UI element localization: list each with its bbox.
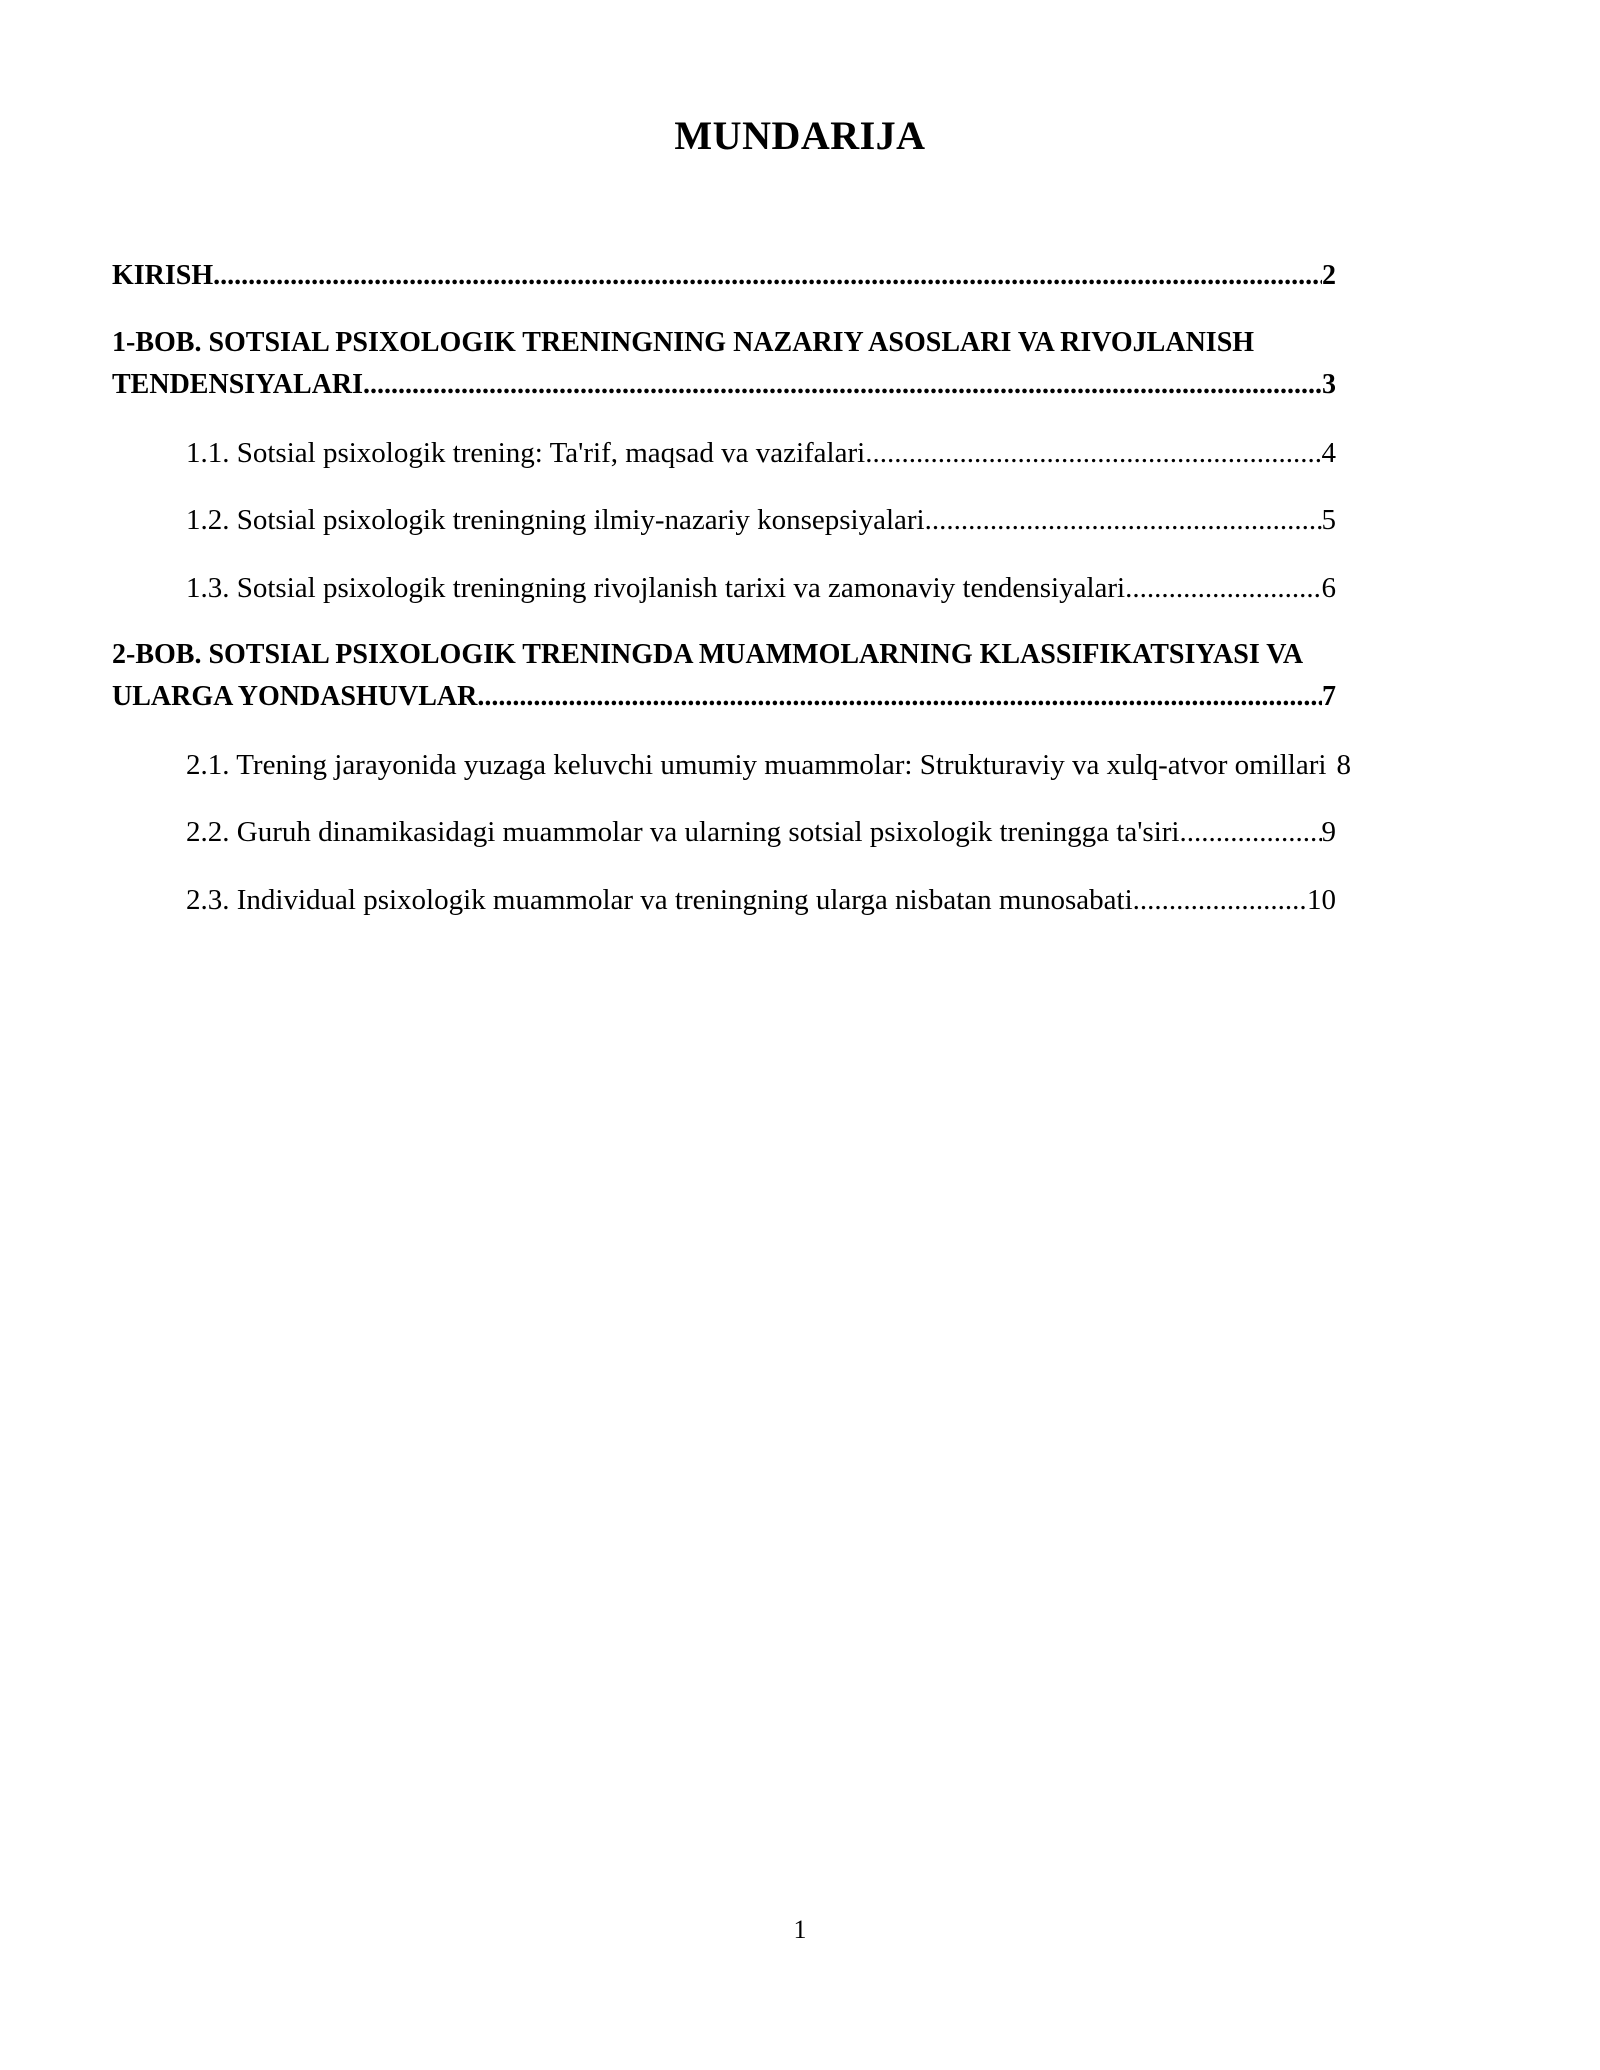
toc-entry-page: 9 — [1321, 816, 1336, 848]
toc-entry-label: 1.3. Sotsial psixologik treningning rivojlanish tarixi va zamonaviy tendensiyalari — [186, 572, 1126, 604]
toc-entry-intro[interactable] — [112, 256, 1336, 296]
toc-entry-chapter1[interactable] — [112, 365, 1336, 405]
toc-entry-section-1-2[interactable] — [186, 500, 1336, 540]
dot-leader — [925, 500, 1322, 540]
dot-leader — [477, 677, 1322, 717]
dot-leader — [363, 365, 1322, 405]
toc-entry-section-2-2[interactable] — [186, 812, 1336, 852]
toc-entry-page: 6 — [1321, 572, 1336, 604]
toc-entry-section-2-1[interactable] — [186, 745, 1486, 785]
toc-entry-page: 2 — [1322, 260, 1336, 291]
toc-entry-section-1-3[interactable] — [186, 568, 1336, 608]
toc-entry-label: 2.2. Guruh dinamikasidagi muammolar va ularning sotsial psixologik treningga ta'siri — [186, 816, 1180, 848]
toc-entry-section-2-3[interactable] — [186, 880, 1336, 920]
toc-entry-page: 8 — [1336, 749, 1351, 781]
toc-entry-label: 1.1. Sotsial psixologik trening: Ta'rif, maqsad va vazifalari — [186, 437, 866, 469]
toc-entry-chapter2-line1[interactable]: 2-BOB. SOTSIAL PSIXOLOGIK TRENINGDA MUAMMOLARNING KLASSIFIKATSIYASI VA — [112, 639, 1304, 670]
toc-entry-label: 1.2. Sotsial psixologik treningning ilmiy-nazariy konsepsiyalari — [186, 504, 925, 536]
page-title: MUNDARIJA — [674, 113, 926, 158]
toc-entry-label: 2.3. Individual psixologik muammolar va treningning ularga nisbatan munosabati — [186, 884, 1133, 916]
toc-entry-page: 4 — [1321, 437, 1336, 469]
toc-entry-page: 3 — [1322, 369, 1336, 400]
dot-leader — [865, 433, 1321, 473]
toc-entry-label: ULARGA YONDASHUVLAR — [112, 681, 478, 712]
toc-entry-label: KIRISH — [112, 260, 214, 291]
dot-leader — [1133, 880, 1307, 920]
toc-entry-page: 7 — [1322, 681, 1336, 712]
dot-leader — [1125, 568, 1321, 608]
toc-entry-label: TENDENSIYALARI — [112, 369, 364, 400]
toc-entry-chapter1-line1[interactable]: 1-BOB. SOTSIAL PSIXOLOGIK TRENINGNING NAZARIY ASOSLARI VA RIVOJLANISH — [112, 327, 1255, 358]
toc-entry-page: 5 — [1321, 504, 1336, 536]
toc-entry-section-1-1[interactable] — [186, 433, 1336, 473]
page-number: 1 — [793, 1915, 807, 1944]
toc-entry-chapter2[interactable] — [112, 677, 1336, 717]
toc-entry-label: 2.1. Trening jarayonida yuzaga keluvchi umumiy muammolar: Strukturaviy va xulq-atvor omillari — [186, 749, 1327, 781]
dot-leader — [1179, 812, 1321, 852]
dot-leader — [213, 256, 1322, 296]
toc-entry-page: 10 — [1307, 884, 1336, 916]
